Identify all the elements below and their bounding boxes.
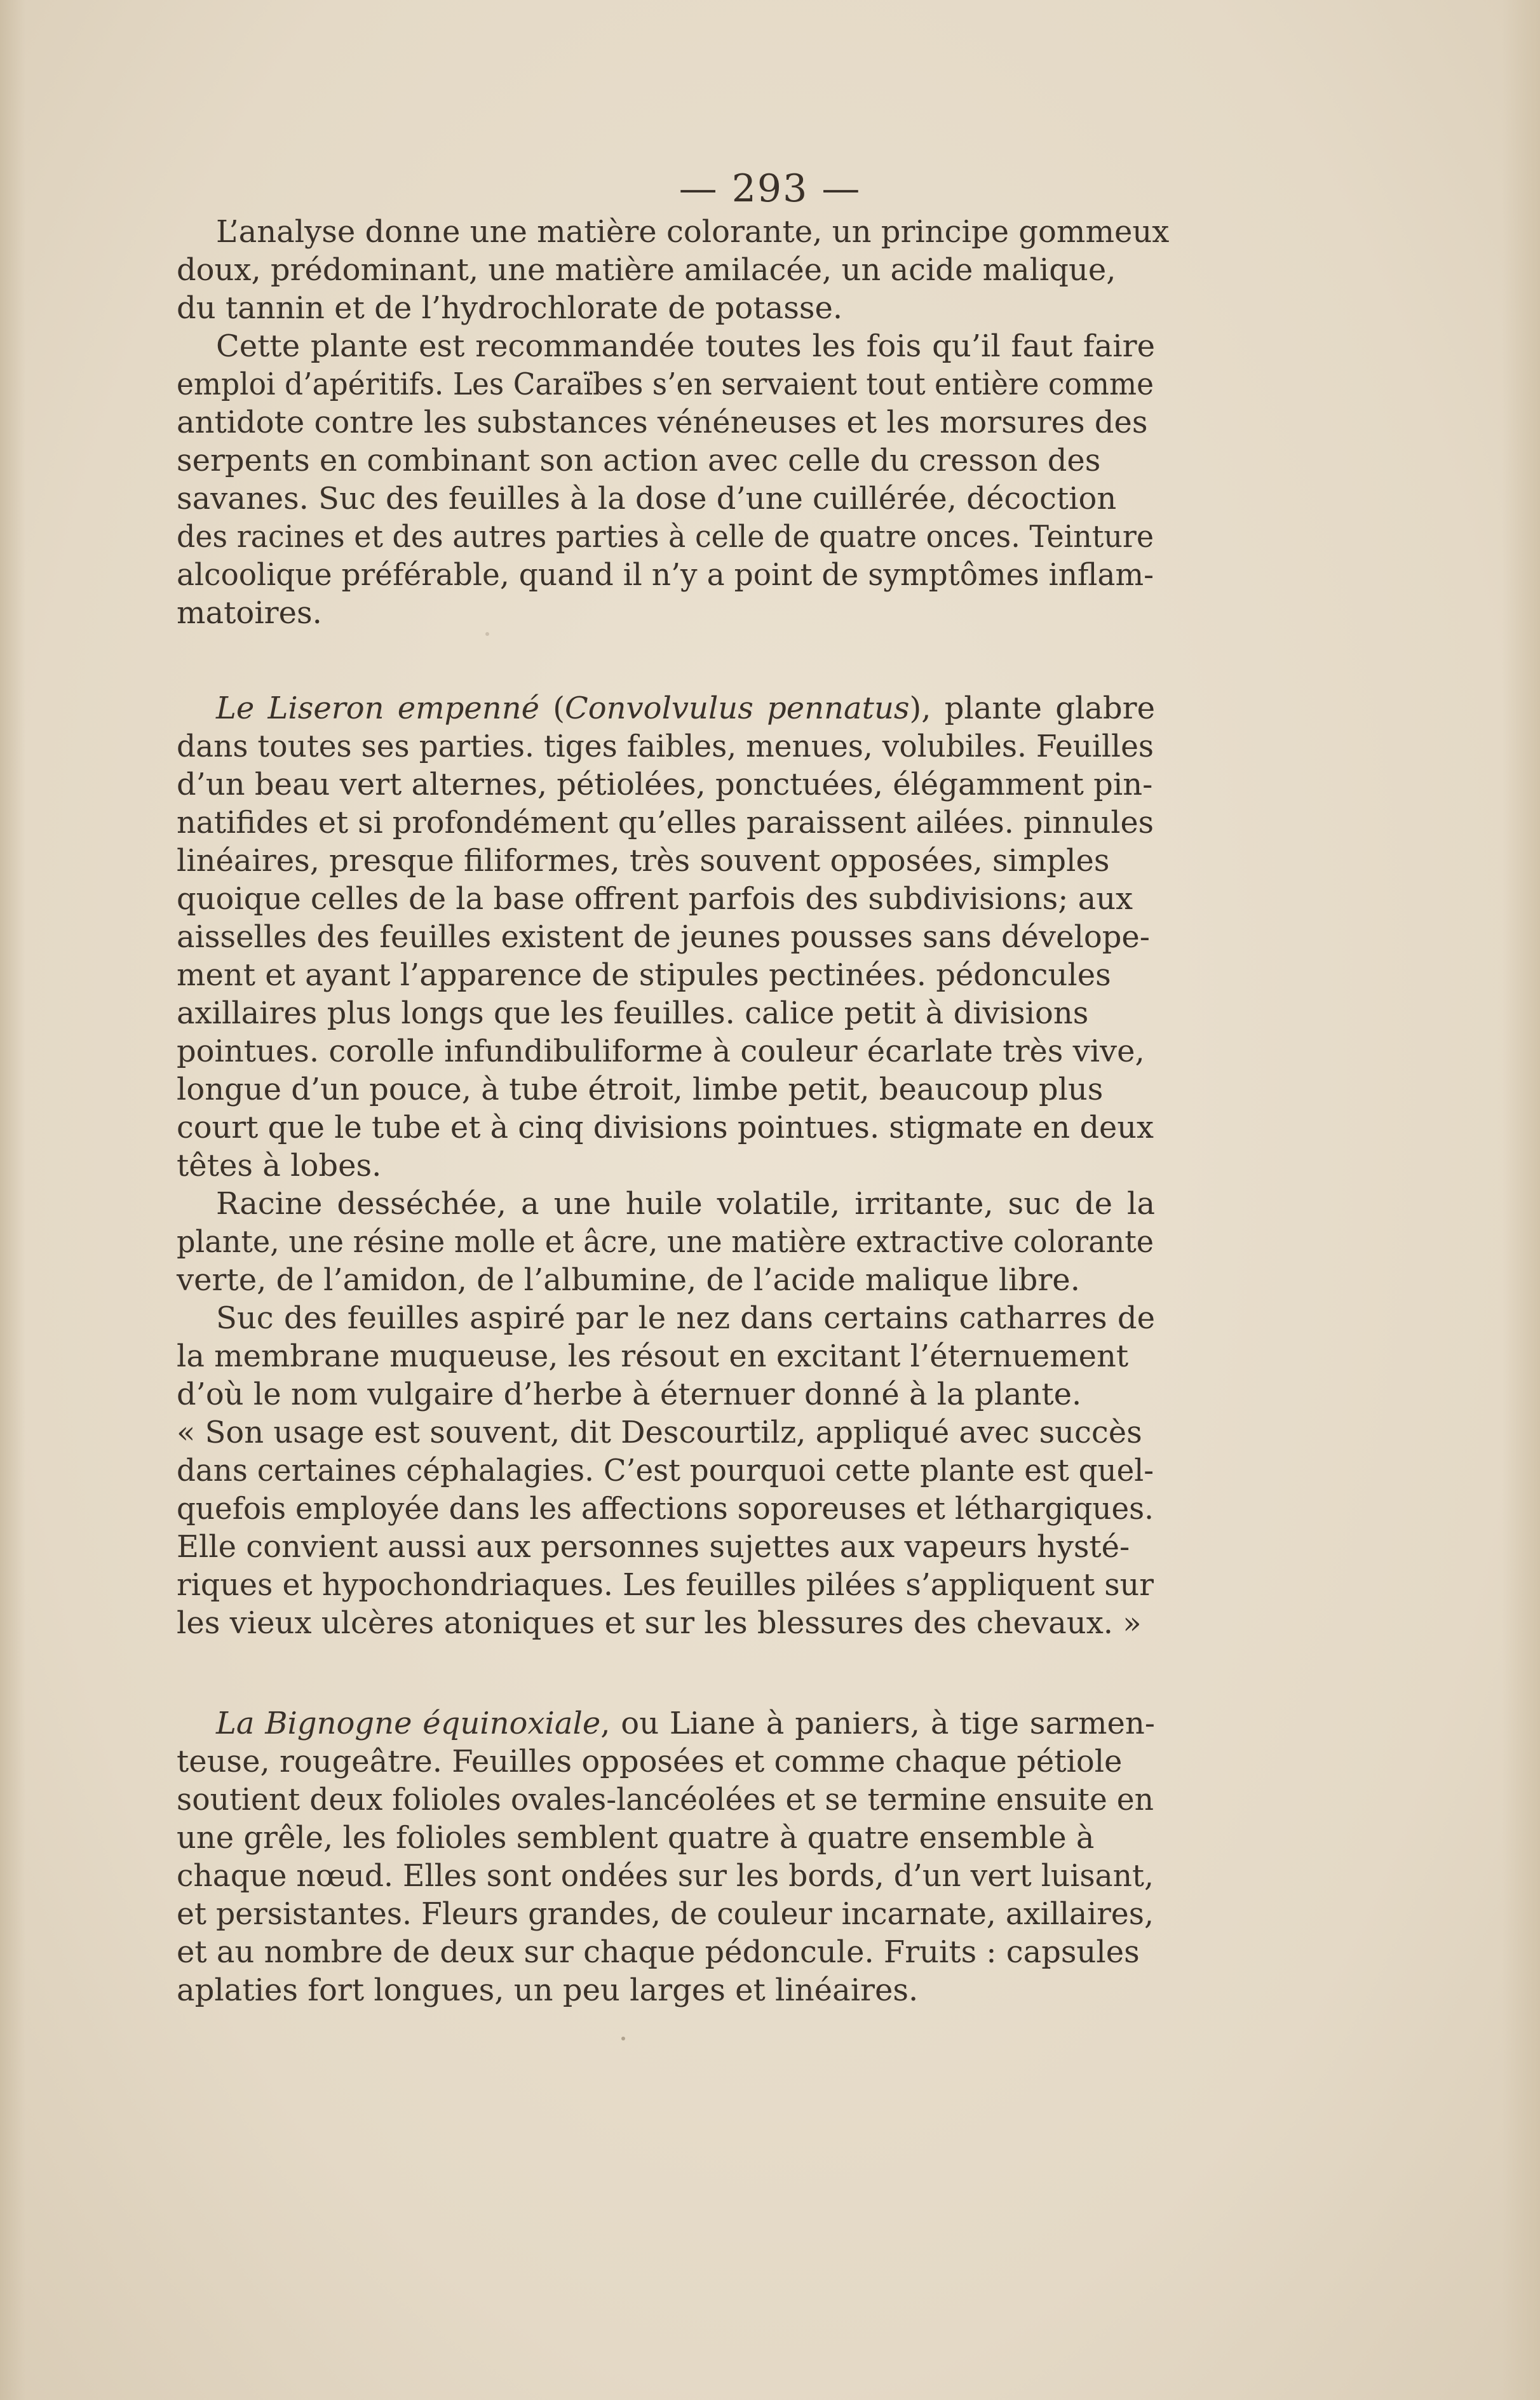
text-line: serpents en combinant son action avec celle du cresson des (177, 443, 1101, 478)
text-line: quefois employée dans les affections soporeuses et léthargiques. (177, 1491, 1154, 1527)
text-line: ment et ayant l’apparence de stipules pectinées. pédoncules (177, 957, 1111, 993)
text-line (177, 1704, 1155, 1743)
text-line: riques et hypochondriaques. Les feuilles pilées s’appliquent sur (177, 1567, 1154, 1603)
text-line: têtes à lobes. (177, 1148, 382, 1183)
paragraph-gap (177, 1642, 1155, 1704)
text-line: matoires. (177, 595, 322, 631)
text-line: axillaires plus longs que les feuilles. calice petit à divisions (177, 995, 1089, 1031)
text-line: linéaires, presque filiformes, très souvent opposées, simples (177, 843, 1110, 879)
text-line: « Son usage est souvent, dit Descourtilz, appliqué avec succès (177, 1415, 1142, 1450)
text-line: Elle convient aussi aux personnes sujettes aux vapeurs hysté- (177, 1529, 1130, 1565)
text-line: savanes. Suc des feuilles à la dose d’une cuillérée, décoction (177, 481, 1117, 516)
text-line: antidote contre les substances vénéneuses et les morsures des (177, 405, 1148, 440)
text-line: L’analyse donne une matière colorante, un principe gommeux (216, 214, 1170, 250)
text-line: Suc des feuilles aspiré par le nez dans certains catharres de (216, 1300, 1155, 1336)
text-line: emploi d’apéritifs. Les Caraïbes s’en servaient tout entière comme (177, 367, 1154, 402)
text-line: et persistantes. Fleurs grandes, de couleur incarnate, axillaires, (177, 1896, 1154, 1932)
text-line: quoique celles de la base offrent parfois des subdivisions; aux (177, 881, 1133, 917)
text-line: d’où le nom vulgaire d’herbe à éternuer donné à la plante. (177, 1377, 1082, 1412)
text-line: des racines et des autres parties à celle de quatre onces. Teinture (177, 519, 1154, 555)
plant-name: La Bignogne équinoxiale (216, 1706, 601, 1741)
page-shadow-left (0, 0, 25, 2400)
text-line: dans certaines céphalagies. C’est pourquoi cette plante est quel- (177, 1453, 1154, 1488)
text-line: teuse, rougeâtre. Feuilles opposées et comme chaque pétiole (177, 1744, 1123, 1779)
lead-rest: , ou Liane à paniers, à tige sarmen- (600, 1706, 1155, 1741)
text-line: les vieux ulcères atoniques et sur les blessures des chevaux. » (177, 1605, 1142, 1641)
text-line: dans toutes ses parties. tiges faibles, menues, volubiles. Feuilles (177, 729, 1154, 764)
text-line: alcoolique préférable, quand il n’y a point de symptômes inflam- (177, 557, 1154, 593)
text-line: soutient deux folioles ovales-lancéolées et se termine ensuite en (177, 1782, 1154, 1817)
text-line: natifides et si profondément qu’elles paraissent ailées. pinnules (177, 805, 1154, 840)
text-line: une grêle, les folioles semblent quatre à quatre ensemble à (177, 1820, 1095, 1856)
text-line: aisselles des feuilles existent de jeunes pousses sans dévelope- (177, 919, 1150, 955)
paper-speck (485, 632, 489, 636)
text-line: la membrane muqueuse, les résout en excitant l’éternuement (177, 1338, 1129, 1374)
paragraph-liseron (177, 689, 1155, 1185)
plant-name: Le Liseron empenné (216, 691, 540, 726)
text-line (177, 689, 1155, 727)
text-line: longue d’un pouce, à tube étroit, limbe petit, beaucoup plus (177, 1072, 1104, 1107)
latin-open: ( (553, 691, 565, 726)
paragraph-usage (177, 327, 1155, 632)
latin-name: Convolvulus pennatus (565, 691, 910, 726)
text-line: chaque nœud. Elles sont ondées sur les bords, d’un vert luisant, (177, 1858, 1154, 1894)
text-line: Cette plante est recommandée toutes les fois qu’il faut faire (216, 328, 1155, 364)
text-line: plante, une résine molle et âcre, une matière extractive colorante (177, 1224, 1154, 1260)
page-shadow-right (1502, 0, 1540, 2400)
paragraph-bignogne (177, 1704, 1155, 2009)
text-line: court que le tube et à cinq divisions pointues. stigmate en deux (177, 1110, 1154, 1145)
text-line: et au nombre de deux sur chaque pédoncule. Fruits : capsules (177, 1934, 1140, 1970)
paragraph-root (177, 1185, 1155, 1299)
paragraph-juice (177, 1299, 1155, 1642)
lead-rest: ), plante glabre (909, 691, 1156, 726)
text-line: doux, prédominant, une matière amilacée, un acide malique, (177, 252, 1116, 288)
text-line: aplaties fort longues, un peu larges et linéaires. (177, 1972, 919, 2008)
page-body (177, 213, 1170, 2009)
text-line: verte, de l’amidon, de l’albumine, de l’acide malique libre. (177, 1262, 1080, 1298)
text-line: du tannin et de l’hydrochlorate de potasse. (177, 290, 843, 326)
paragraph-gap (177, 632, 1155, 689)
page-number: — 293 — (679, 166, 861, 211)
text-line: Racine desséchée, a une huile volatile, irritante, suc de la (216, 1186, 1155, 1222)
paper-speck (621, 2037, 625, 2040)
text-line: d’un beau vert alternes, pétiolées, ponctuées, élégamment pin- (177, 767, 1153, 802)
text-line: pointues. corolle infundibuliforme à couleur écarlate très vive, (177, 1034, 1145, 1069)
paragraph-analysis (177, 213, 1170, 327)
